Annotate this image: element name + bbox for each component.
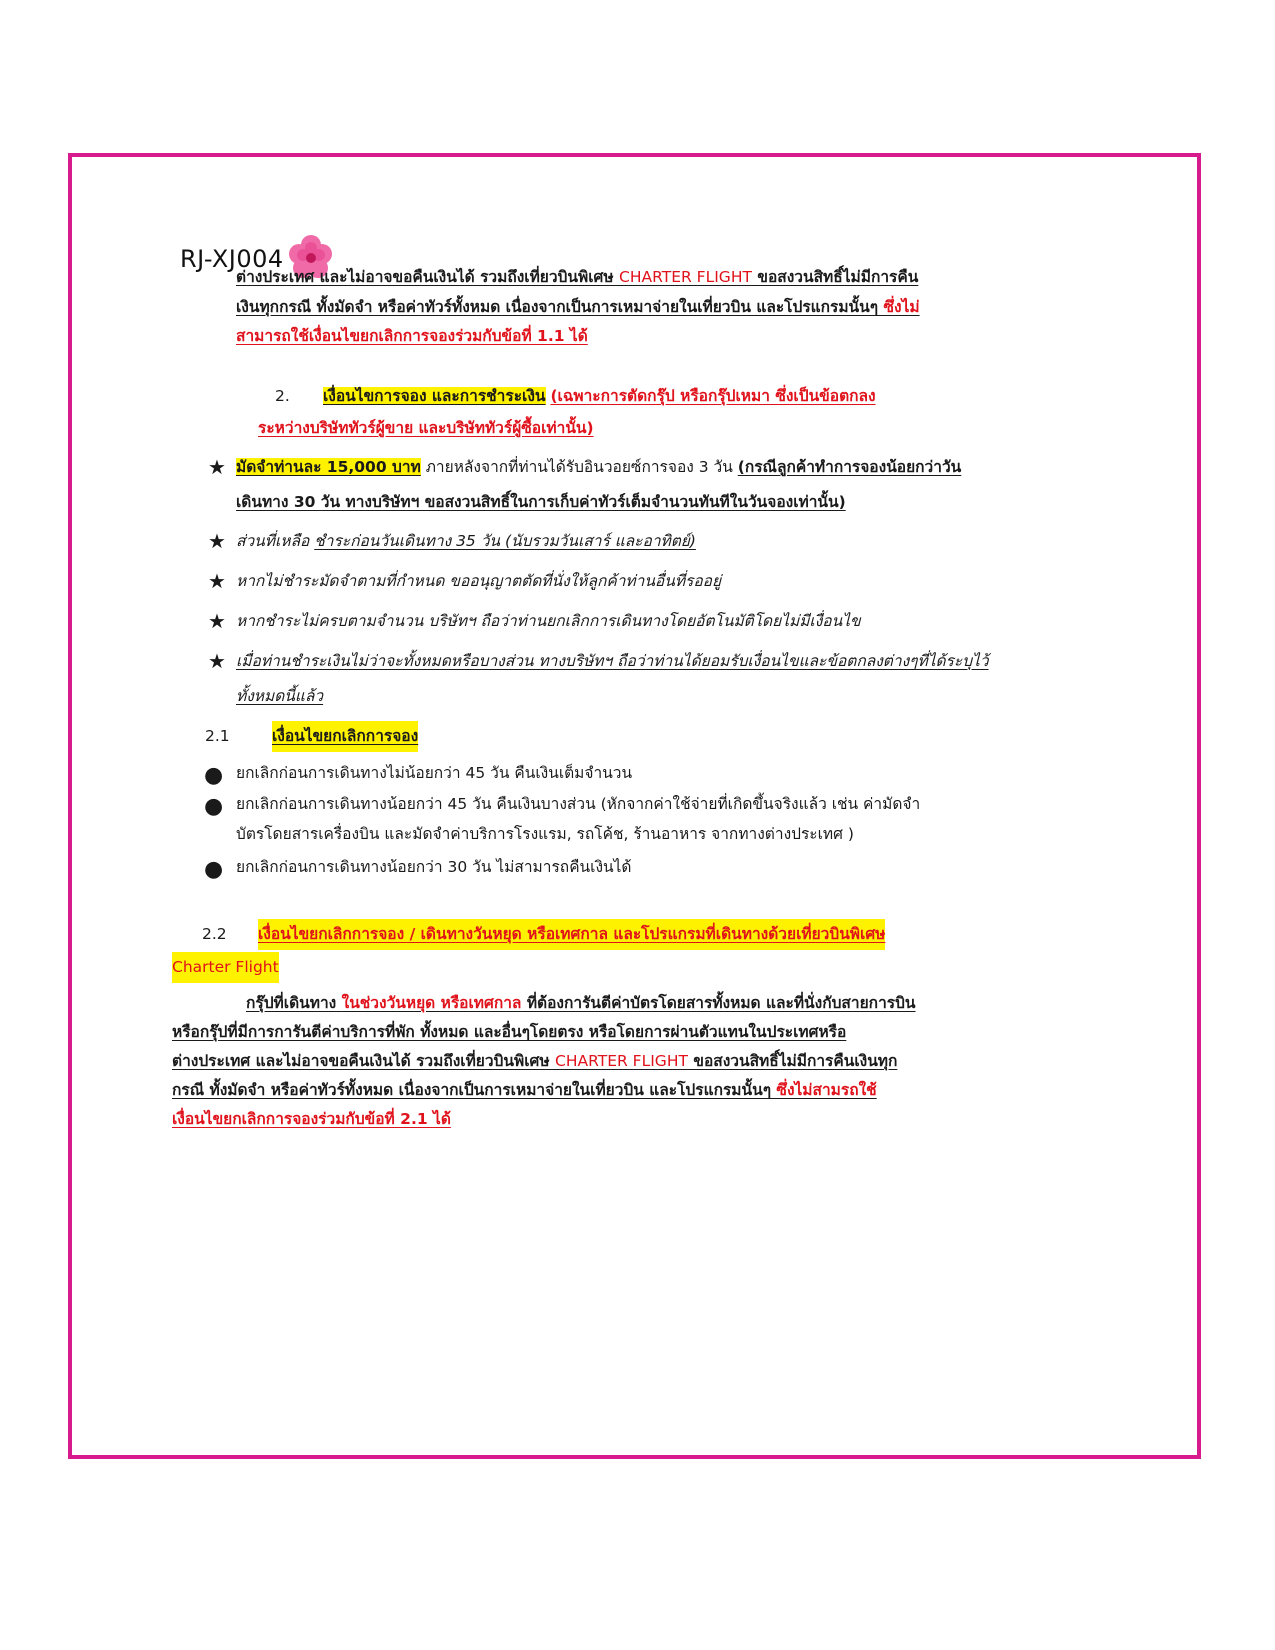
holiday-para-1-text-b: ที่ต้องการันตีค่าบัตรโดยสารทั้งหมด และที่นั่งกับสายการบิน	[521, 994, 916, 1012]
holiday-para-line-4	[172, 1075, 1046, 1106]
bullet-dot-icon: ●	[204, 763, 224, 788]
top-line-1	[236, 262, 1046, 293]
star-item-5-line-2: ทั้งหมดนี้แล้ว	[236, 687, 324, 705]
star-item-1-text: ภายหลังจากที่ท่านได้รับอินวอยซ์การจอง 3 วัน	[420, 458, 738, 476]
top-line-3: สามารถใช้เงื่อนไขยกเลิกการจองร่วมกับข้อที่ 1.1 ได้	[236, 327, 588, 345]
section-2-note-2: ระหว่างบริษัททัวร์ผู้ขาย และบริษัททัวร์ผู้ซื้อเท่านั้น)	[258, 419, 594, 437]
cancel-item-1: ยกเลิกก่อนการเดินทางไม่น้อยกว่า 45 วัน คืนเงินเต็มจำนวน	[236, 764, 633, 782]
deposit-highlight: มัดจำท่านละ 15,000 บาท	[236, 458, 421, 476]
section-2-note-1: (เฉพาะการตัดกรุ๊ป หรือกรุ๊ปเหมา ซึ่งเป็นข้อตกลง	[550, 387, 876, 405]
star-icon: ★	[208, 609, 226, 633]
star-item-2-underlined: ชำระก่อนวันเดินทาง 35 วัน (นับรวมวันเสาร์ และอาทิตย์)	[314, 532, 696, 550]
star-icon: ★	[208, 455, 226, 479]
section-2-2-title-line-2: Charter Flight	[172, 952, 279, 983]
cancel-item-3: ยกเลิกก่อนการเดินทางน้อยกว่า 30 วัน ไม่สามารถคืนเงินได้	[236, 858, 632, 876]
star-icon: ★	[208, 529, 226, 553]
star-item-1-line-2: เดินทาง 30 วัน ทางบริษัทฯ ขอสงวนสิทธิ์ในการเก็บค่าทัวร์เต็มจำนวนทันทีในวันจองเท่านั้น)	[236, 493, 846, 511]
holiday-para-4-text: กรณี ทั้งมัดจำ หรือค่าทัวร์ทั้งหมด เนื่องจากเป็นการเหมาจ่ายในเที่ยวบิน และโปรแกรมนั้นๆ	[172, 1081, 777, 1099]
holiday-para-line-1	[246, 988, 1046, 1019]
holiday-para-line-3	[172, 1046, 1046, 1077]
bullet-dot-icon: ●	[204, 857, 224, 882]
cancel-item-2: ยกเลิกก่อนการเดินทางน้อยกว่า 45 วัน คืนเงินบางส่วน (หักจากค่าใช้จ่ายที่เกิดขึ้นจริงแล้ว เช่น ค่ามัดจำ	[236, 795, 921, 813]
holiday-para-line-5: เงื่อนไขยกเลิกการจองร่วมกับข้อที่ 2.1 ได้	[172, 1110, 451, 1128]
top-line-2-red: ซึ่งไม่	[883, 298, 920, 316]
section-2-2-title: เงื่อนไขยกเลิกการจอง / เดินทางวันหยุด หรือเทศกาล และโปรแกรมที่เดินทางด้วยเที่ยวบินพิเศษ	[258, 919, 885, 950]
section-2-title: เงื่อนไขการจอง และการชำระเงิน	[323, 387, 546, 405]
star-item-4: หากชำระไม่ครบตามจำนวน บริษัทฯ ถือว่าท่านยกเลิกการเดินทางโดยอัตโนมัติโดยไม่มีเงื่อนไข	[236, 612, 861, 630]
section-2-1-number: 2.1	[205, 727, 230, 745]
section-2-1-title: เงื่อนไขยกเลิกการจอง	[272, 721, 418, 752]
star-item-1	[236, 452, 1046, 483]
charter-flight-label: CHARTER FLIGHT	[619, 268, 752, 286]
star-item-2-text: ส่วนที่เหลือ	[236, 532, 315, 550]
bullet-dot-icon: ●	[204, 794, 224, 819]
star-icon: ★	[208, 569, 226, 593]
top-line-2	[236, 292, 1046, 323]
section-2-2-number: 2.2	[202, 925, 227, 943]
tour-code: RJ-XJ004	[180, 245, 284, 273]
holiday-para-4-red: ซึ่งไม่สามรถใช้	[776, 1081, 877, 1099]
top-line-1-text-b: ขอสงวนสิทธิ์ไม่มีการคืน	[751, 268, 919, 286]
cancel-item-2-line-2: บัตรโดยสารเครื่องบิน และมัดจำค่าบริการโรงแรม, รถโค้ช, ร้านอาหาร จากทางต่างประเทศ )	[236, 825, 854, 843]
holiday-red-text: ในช่วงวันหยุด หรือเทศกาล	[341, 994, 522, 1012]
star-item-3: หากไม่ชำระมัดจำตามที่กำหนด ขออนุญาตตัดที่นั่งให้ลูกค้าท่านอื่นที่รออยู่	[236, 572, 722, 590]
section-2-number: 2.	[275, 387, 290, 405]
top-line-1-text: ต่างประเทศ และไม่อาจขอคืนเงินได้ รวมถึงเที่ยวบินพิเศษ	[236, 268, 619, 286]
holiday-para-3-text-b: ขอสงวนสิทธิ์ไม่มีการคืนเงินทุก	[687, 1052, 898, 1070]
section-2-heading	[323, 381, 1053, 412]
holiday-para-line-2: หรือกรุ๊ปที่มีการการันตีค่าบริการที่พัก ทั้งหมด และอื่นๆโดยตรง หรือโดยการผ่านตัวแทนในประเทศหรือ	[172, 1023, 847, 1041]
holiday-para-1-text: กรุ๊ปที่เดินทาง	[246, 994, 342, 1012]
star-item-2	[236, 526, 696, 557]
top-line-2-text: เงินทุกกรณี ทั้งมัดจำ หรือค่าทัวร์ทั้งหมด เนื่องจากเป็นการเหมาจ่ายในเที่ยวบิน และโปรแกรมนั้นๆ	[236, 298, 884, 316]
holiday-para-3-text: ต่างประเทศ และไม่อาจขอคืนเงินได้ รวมถึงเที่ยวบินพิเศษ	[172, 1052, 555, 1070]
star-item-5: เมื่อท่านชำระเงินไม่ว่าจะทั้งหมดหรือบางส่วน ทางบริษัทฯ ถือว่าท่านได้ยอมรับเงื่อนไขและข้อตกลงต่างๆที่ได้ระบุไว้	[236, 652, 989, 670]
charter-flight-label: CHARTER FLIGHT	[555, 1052, 688, 1070]
star-item-1-bold: (กรณีลูกค้าทำการจองน้อยกว่าวัน	[737, 458, 962, 476]
star-icon: ★	[208, 649, 226, 673]
